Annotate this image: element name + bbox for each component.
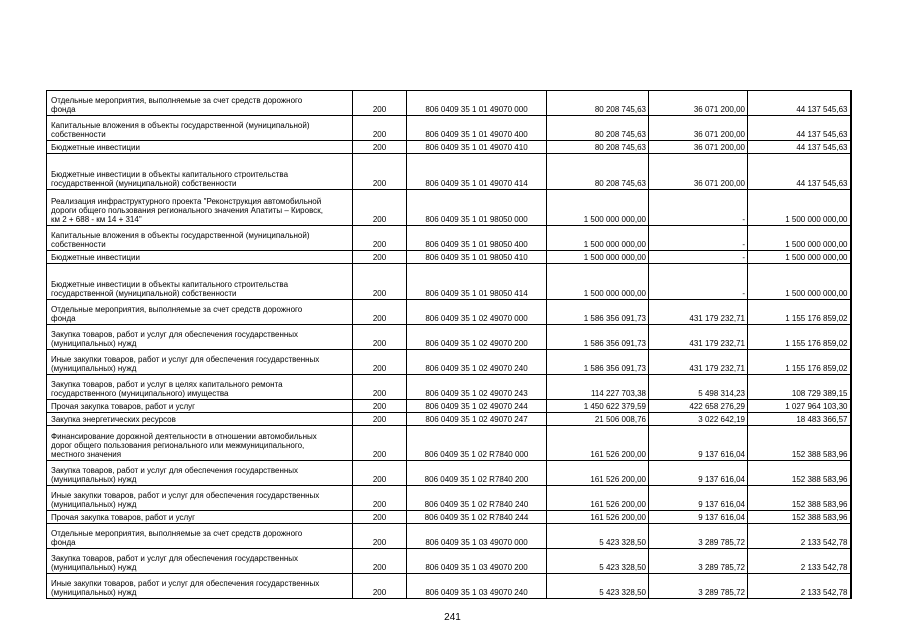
- table-row: [47, 549, 851, 574]
- table-row: [47, 574, 851, 599]
- row-code-cell: 200: [353, 524, 407, 549]
- row-name-cell: Отдельные мероприятия, выполняемые за счет средств дорожного фонда: [47, 300, 353, 325]
- row-name-cell: Отдельные мероприятия, выполняемые за счет средств дорожного фонда: [47, 91, 353, 116]
- row-value-3-cell: 2 133 542,78: [748, 549, 851, 574]
- row-value-2-cell: 9 137 616,04: [649, 486, 748, 511]
- table-row: [47, 154, 851, 190]
- table-row: [47, 190, 851, 226]
- row-value-1-cell: 5 423 328,50: [547, 574, 649, 599]
- table-row: [47, 426, 851, 461]
- row-value-2-cell: 36 071 200,00: [649, 141, 748, 154]
- table-row: [47, 300, 851, 325]
- row-code-cell: 200: [353, 413, 407, 426]
- row-code-cell: 200: [353, 400, 407, 413]
- row-value-1-cell: 114 227 703,38: [547, 375, 649, 400]
- row-classification-cell: 806 0409 35 1 01 98050 414: [407, 264, 547, 300]
- row-code-cell: 200: [353, 190, 407, 226]
- row-value-1-cell: 161 526 200,00: [547, 461, 649, 486]
- row-value-1-cell: 161 526 200,00: [547, 426, 649, 461]
- row-code-cell: 200: [353, 91, 407, 116]
- row-value-3-cell: 1 155 176 859,02: [748, 325, 851, 350]
- row-value-2-cell: 3 289 785,72: [649, 549, 748, 574]
- row-name-cell: Бюджетные инвестиции: [47, 251, 353, 264]
- row-code-cell: 200: [353, 350, 407, 375]
- row-value-2-cell: 431 179 232,71: [649, 350, 748, 375]
- row-name-cell: Отдельные мероприятия, выполняемые за счет средств дорожного фонда: [47, 524, 353, 549]
- row-name-cell: Иные закупки товаров, работ и услуг для обеспечения государственных (муниципальных) нужд: [47, 574, 353, 599]
- row-classification-cell: 806 0409 35 1 02 49070 000: [407, 300, 547, 325]
- row-classification-cell: 806 0409 35 1 01 98050 000: [407, 190, 547, 226]
- row-classification-cell: 806 0409 35 1 02 R7840 240: [407, 486, 547, 511]
- row-value-1-cell: 80 208 745,63: [547, 141, 649, 154]
- row-value-3-cell: 108 729 389,15: [748, 375, 851, 400]
- row-value-2-cell: 431 179 232,71: [649, 325, 748, 350]
- table-row: [47, 251, 851, 264]
- row-value-1-cell: 5 423 328,50: [547, 524, 649, 549]
- budget-table-body: [47, 91, 851, 599]
- row-name-cell: Прочая закупка товаров, работ и услуг: [47, 511, 353, 524]
- row-value-2-cell: 431 179 232,71: [649, 300, 748, 325]
- row-classification-cell: 806 0409 35 1 02 49070 240: [407, 350, 547, 375]
- row-value-3-cell: 1 500 000 000,00: [748, 190, 851, 226]
- row-code-cell: 200: [353, 116, 407, 141]
- row-value-3-cell: 1 155 176 859,02: [748, 350, 851, 375]
- row-value-2-cell: -: [649, 264, 748, 300]
- row-classification-cell: 806 0409 35 1 03 49070 200: [407, 549, 547, 574]
- row-classification-cell: 806 0409 35 1 02 49070 247: [407, 413, 547, 426]
- row-name-cell: Капитальные вложения в объекты государственной (муниципальной) собственности: [47, 116, 353, 141]
- row-classification-cell: 806 0409 35 1 02 R7840 000: [407, 426, 547, 461]
- table-row: [47, 325, 851, 350]
- row-code-cell: 200: [353, 574, 407, 599]
- row-classification-cell: 806 0409 35 1 01 98050 410: [407, 251, 547, 264]
- row-name-cell: Закупка товаров, работ и услуг в целях капитального ремонта государственного (муниципального) имущества: [47, 375, 353, 400]
- row-value-3-cell: 1 500 000 000,00: [748, 226, 851, 251]
- row-name-cell: Прочая закупка товаров, работ и услуг: [47, 400, 353, 413]
- row-classification-cell: 806 0409 35 1 01 49070 400: [407, 116, 547, 141]
- row-classification-cell: 806 0409 35 1 02 49070 200: [407, 325, 547, 350]
- row-value-1-cell: 1 586 356 091,73: [547, 325, 649, 350]
- row-value-3-cell: 152 388 583,96: [748, 511, 851, 524]
- row-classification-cell: 806 0409 35 1 02 R7840 244: [407, 511, 547, 524]
- row-code-cell: 200: [353, 251, 407, 264]
- table-row: [47, 486, 851, 511]
- row-code-cell: 200: [353, 226, 407, 251]
- table-row: [47, 350, 851, 375]
- row-code-cell: 200: [353, 264, 407, 300]
- row-value-3-cell: 1 155 176 859,02: [748, 300, 851, 325]
- row-name-cell: Закупка товаров, работ и услуг для обеспечения государственных (муниципальных) нужд: [47, 461, 353, 486]
- table-row: [47, 413, 851, 426]
- row-value-2-cell: 9 137 616,04: [649, 426, 748, 461]
- row-value-3-cell: 1 027 964 103,30: [748, 400, 851, 413]
- row-name-cell: Бюджетные инвестиции в объекты капитального строительства государственной (муниципальной) собственности: [47, 264, 353, 300]
- row-code-cell: 200: [353, 300, 407, 325]
- row-code-cell: 200: [353, 426, 407, 461]
- row-classification-cell: 806 0409 35 1 03 49070 240: [407, 574, 547, 599]
- table-row: [47, 141, 851, 154]
- table-row: [47, 400, 851, 413]
- row-value-3-cell: 44 137 545,63: [748, 141, 851, 154]
- row-code-cell: 200: [353, 141, 407, 154]
- table-row: [47, 264, 851, 300]
- row-code-cell: 200: [353, 461, 407, 486]
- budget-table: [46, 90, 852, 599]
- row-classification-cell: 806 0409 35 1 01 98050 400: [407, 226, 547, 251]
- row-value-3-cell: 2 133 542,78: [748, 524, 851, 549]
- row-value-2-cell: -: [649, 226, 748, 251]
- row-name-cell: Капитальные вложения в объекты государственной (муниципальной) собственности: [47, 226, 353, 251]
- row-value-1-cell: 80 208 745,63: [547, 116, 649, 141]
- row-name-cell: Реализация инфраструктурного проекта "Реконструкция автомобильной дороги общего пользования регионального значения Апатиты – Кировск, км 2 + 688 - км 14 + 314": [47, 190, 353, 226]
- row-value-1-cell: 80 208 745,63: [547, 91, 649, 116]
- row-name-cell: Закупка товаров, работ и услуг для обеспечения государственных (муниципальных) нужд: [47, 549, 353, 574]
- row-code-cell: 200: [353, 325, 407, 350]
- row-value-1-cell: 1 500 000 000,00: [547, 251, 649, 264]
- row-value-1-cell: 80 208 745,63: [547, 154, 649, 190]
- row-value-2-cell: 5 498 314,23: [649, 375, 748, 400]
- row-value-2-cell: -: [649, 190, 748, 226]
- row-value-2-cell: 36 071 200,00: [649, 91, 748, 116]
- row-name-cell: Бюджетные инвестиции в объекты капитального строительства государственной (муниципальной) собственности: [47, 154, 353, 190]
- row-code-cell: 200: [353, 154, 407, 190]
- row-value-3-cell: 152 388 583,96: [748, 486, 851, 511]
- table-row: [47, 91, 851, 116]
- row-value-2-cell: -: [649, 251, 748, 264]
- page-number: 241: [444, 612, 461, 623]
- row-value-1-cell: 1 450 622 379,59: [547, 400, 649, 413]
- row-value-2-cell: 9 137 616,04: [649, 461, 748, 486]
- row-value-2-cell: 3 289 785,72: [649, 524, 748, 549]
- row-value-1-cell: 1 500 000 000,00: [547, 190, 649, 226]
- row-value-1-cell: 1 586 356 091,73: [547, 350, 649, 375]
- row-name-cell: Бюджетные инвестиции: [47, 141, 353, 154]
- row-code-cell: 200: [353, 486, 407, 511]
- row-value-2-cell: 9 137 616,04: [649, 511, 748, 524]
- row-classification-cell: 806 0409 35 1 01 49070 410: [407, 141, 547, 154]
- row-classification-cell: 806 0409 35 1 02 R7840 200: [407, 461, 547, 486]
- row-value-3-cell: 18 483 366,57: [748, 413, 851, 426]
- row-value-1-cell: 1 500 000 000,00: [547, 264, 649, 300]
- table-row: [47, 461, 851, 486]
- row-value-3-cell: 44 137 545,63: [748, 116, 851, 141]
- row-value-1-cell: 161 526 200,00: [547, 486, 649, 511]
- row-value-1-cell: 5 423 328,50: [547, 549, 649, 574]
- row-name-cell: Закупка товаров, работ и услуг для обеспечения государственных (муниципальных) нужд: [47, 325, 353, 350]
- row-classification-cell: 806 0409 35 1 01 49070 000: [407, 91, 547, 116]
- table-row: [47, 524, 851, 549]
- row-value-2-cell: 422 658 276,29: [649, 400, 748, 413]
- row-value-3-cell: 1 500 000 000,00: [748, 264, 851, 300]
- row-name-cell: Иные закупки товаров, работ и услуг для обеспечения государственных (муниципальных) нужд: [47, 486, 353, 511]
- row-code-cell: 200: [353, 511, 407, 524]
- row-value-1-cell: 1 500 000 000,00: [547, 226, 649, 251]
- row-value-1-cell: 161 526 200,00: [547, 511, 649, 524]
- row-value-3-cell: 152 388 583,96: [748, 461, 851, 486]
- row-name-cell: Финансирование дорожной деятельности в отношении автомобильных дорог общего пользования регионального или межмуниципального, местного значения: [47, 426, 353, 461]
- row-value-3-cell: 2 133 542,78: [748, 574, 851, 599]
- row-name-cell: Иные закупки товаров, работ и услуг для обеспечения государственных (муниципальных) нужд: [47, 350, 353, 375]
- row-value-3-cell: 152 388 583,96: [748, 426, 851, 461]
- row-value-3-cell: 44 137 545,63: [748, 154, 851, 190]
- row-value-2-cell: 36 071 200,00: [649, 116, 748, 141]
- table-row: [47, 375, 851, 400]
- row-code-cell: 200: [353, 375, 407, 400]
- table-row: [47, 511, 851, 524]
- row-value-3-cell: 44 137 545,63: [748, 91, 851, 116]
- row-value-2-cell: 3 289 785,72: [649, 574, 748, 599]
- row-classification-cell: 806 0409 35 1 02 49070 244: [407, 400, 547, 413]
- row-value-1-cell: 1 586 356 091,73: [547, 300, 649, 325]
- row-value-2-cell: 36 071 200,00: [649, 154, 748, 190]
- row-name-cell: Закупка энергетических ресурсов: [47, 413, 353, 426]
- row-classification-cell: 806 0409 35 1 02 49070 243: [407, 375, 547, 400]
- row-classification-cell: 806 0409 35 1 01 49070 414: [407, 154, 547, 190]
- row-value-2-cell: 3 022 642,19: [649, 413, 748, 426]
- row-classification-cell: 806 0409 35 1 03 49070 000: [407, 524, 547, 549]
- row-value-3-cell: 1 500 000 000,00: [748, 251, 851, 264]
- table-row: [47, 116, 851, 141]
- row-code-cell: 200: [353, 549, 407, 574]
- table-row: [47, 226, 851, 251]
- row-value-1-cell: 21 506 008,76: [547, 413, 649, 426]
